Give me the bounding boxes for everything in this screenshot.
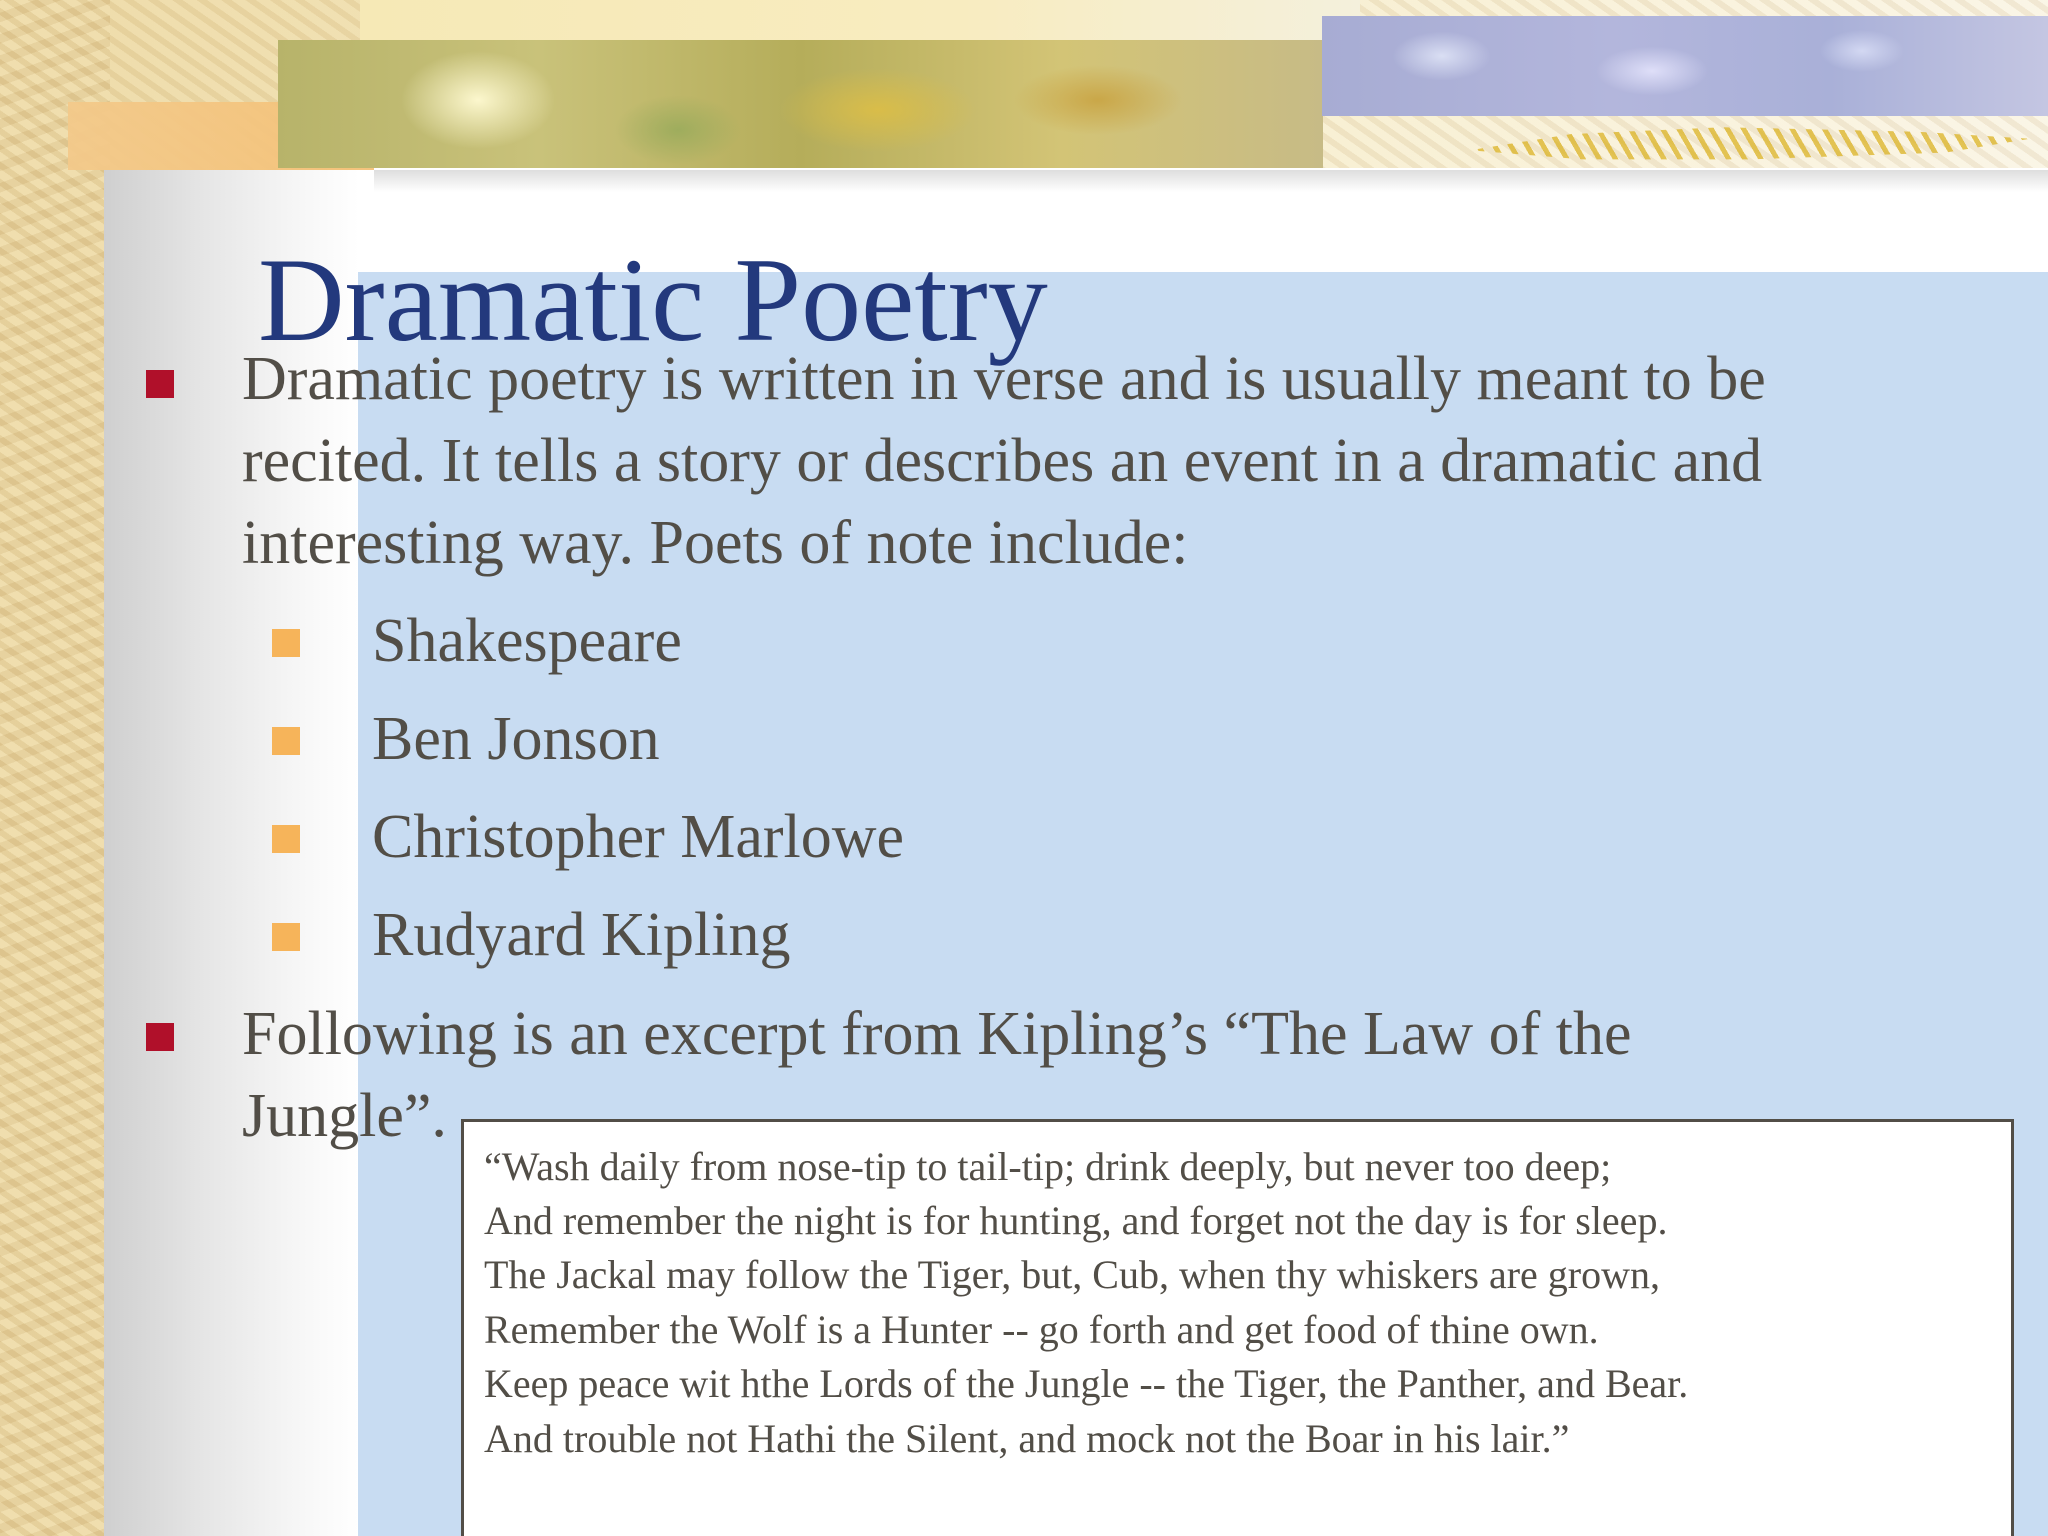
sub-bullet-marker <box>272 629 300 657</box>
slide-title: Dramatic Poetry <box>258 233 1048 366</box>
sub-bullet-text: Ben Jonson <box>372 705 660 773</box>
bullet-text: Dramatic poetry is written in verse and is usually meant to be recited. It tells a story or describes an event in a dramatic and interesting way. Poets of note include: <box>242 345 1766 577</box>
banner-top-strip <box>360 0 1360 42</box>
parchment-left-strip <box>0 0 110 1536</box>
quote-line: “Wash daily from nose-tip to tail-tip; drink deeply, but never too deep; <box>484 1144 1612 1189</box>
quote-line: The Jackal may follow the Tiger, but, Cub, when thy whiskers are grown, <box>484 1252 1660 1297</box>
sub-bullet-text: Shakespeare <box>372 607 682 675</box>
quote-line: And trouble not Hathi the Silent, and mock not the Boar in his lair.” <box>484 1416 1570 1461</box>
sub-bullet-marker <box>272 923 300 951</box>
sub-bullet-text: Christopher Marlowe <box>372 803 905 871</box>
sub-bullet-text: Rudyard Kipling <box>372 901 791 969</box>
bullet-text: Following is an excerpt from Kipling’s “The Law of the Jungle”. <box>242 1000 1632 1150</box>
quote-line: Keep peace wit hthe Lords of the Jungle -- the Tiger, the Panther, and Bear. <box>484 1361 1689 1406</box>
quote-line: Remember the Wolf is a Hunter -- go forth and get food of thine own. <box>484 1307 1599 1352</box>
sub-bullet-marker <box>272 825 300 853</box>
sub-bullet-marker <box>272 727 300 755</box>
flower-banner-image <box>278 40 1323 168</box>
bullet-marker <box>146 370 174 398</box>
banner-shadow <box>374 170 2048 192</box>
bullet-marker <box>146 1023 174 1051</box>
blue-flower-banner-image <box>1322 16 2048 116</box>
quote-box <box>461 1119 2014 1536</box>
quote-line: And remember the night is for hunting, and forget not the day is for sleep. <box>484 1198 1668 1243</box>
